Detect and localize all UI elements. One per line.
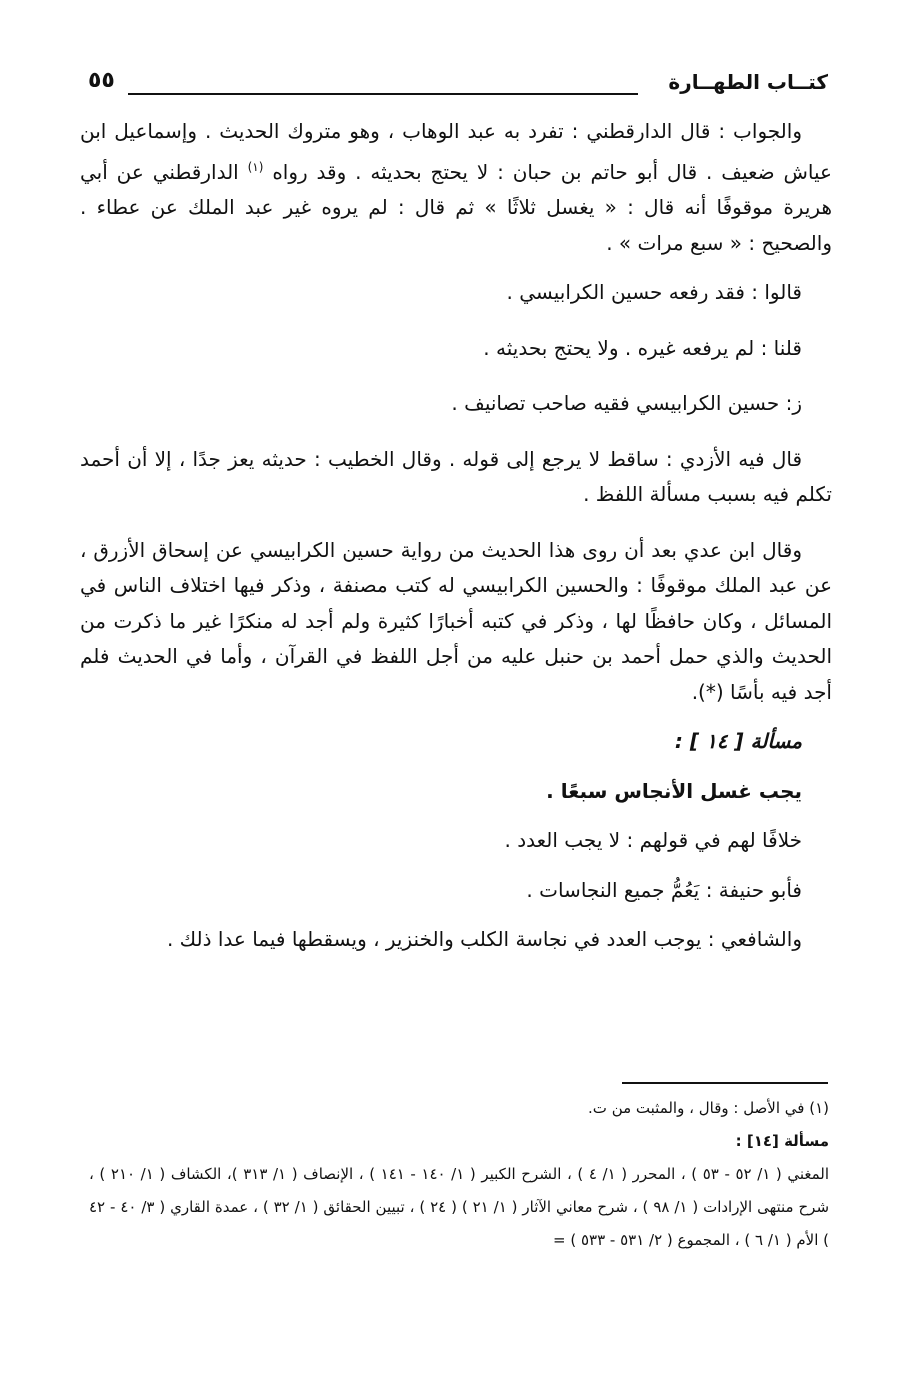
- paragraph-zai: ز: حسين الكرابيسي فقيه صاحب تصانيف .: [451, 391, 802, 415]
- footnote-1: (١) في الأصل : وقال ، والمثبت من ت.: [588, 1099, 829, 1117]
- paragraph-text: والجواب : قال الدارقطني : تفرد به عبد الوهاب ، وهو متروك الحديث . وإسماعيل ابن عياش ضعيف . قال أبو حاتم بن حبان : لا يحتج بحديثه . وقد رواه: [80, 119, 832, 184]
- paragraph-answer: [80, 114, 832, 261]
- chapter-title: كتــاب الطهــارة: [668, 70, 828, 94]
- main-text: [80, 114, 832, 958]
- paragraph-ibn-adi: وقال ابن عدي بعد أن روى هذا الحديث من رواية حسين الكرابيسي عن إسحاق الأزرق ، عن عبد الملك موقوفًا : والحسين الكرابيسي له كتب مصنفة ، وذكر فيها اختلاف الناس في المسائل ، وكان حافظًا لها ، وذكر في كتبه أخبارًا كثيرة ولم أجد له منكرًا غير ما ذكرت من الحديث والذي حمل أحمد بن حنبل عليه من أجل اللفظ في القرآن ، وأما في الحديث فلم أجد فيه بأسًا (*).: [80, 537, 832, 704]
- paragraph-text: الدارقطني عن أبي هريرة موقوفًا أنه قال : « يغسل ثلاثًا » ثم قال : لم يروه غير عبد الملك عن عطاء . والصحيح : « سبع مرات » .: [80, 159, 832, 255]
- paragraph-azdi: قال فيه الأزدي : ساقط لا يرجع إلى قوله . وقال الخطيب : حديثه يعز جدًا ، إلا أن أحمد تكلم فيه بسبب مسألة اللفظ .: [80, 446, 832, 506]
- paragraph-qulna: قلنا : لم يرفعه غيره . ولا يحتج بحديثه .: [483, 335, 802, 360]
- paragraph-qalu: قالوا : فقد رفعه حسين الكرابيسي .: [506, 280, 802, 304]
- page-number: ٥٥: [88, 68, 115, 93]
- paragraph-abu-hanifa: فأبو حنيفة : يَعُمُّ جميع النجاسات .: [526, 877, 802, 902]
- footnote-rule: [622, 1082, 828, 1084]
- header-rule: [128, 93, 638, 95]
- issue-heading: مسألة [ ١٤ ] :: [674, 729, 802, 753]
- paragraph-shafii: والشافعي : يوجب العدد في نجاسة الكلب والخنزير ، ويسقطها فيما عدا ذلك .: [166, 927, 802, 951]
- paragraph-ruling: يجب غسل الأنجاس سبعًا .: [546, 778, 802, 803]
- paragraph-khilaf: خلافًا لهم في قولهم : لا يجب العدد .: [504, 828, 802, 852]
- running-header: [88, 66, 828, 106]
- footnotes: [89, 1092, 829, 1257]
- footnote-issue-label: مسألة [١٤] :: [735, 1132, 829, 1150]
- footnote-references: المغني ( ١/ ٥٢ - ٥٣ ) ، المحرر ( ١/ ٤ ) ، الشرح الكبير ( ١/ ١٤٠ - ١٤١ ) ، الإنصاف ( ١/ ٣١٣ )، الكشاف ( ١/ ٢١٠ ) ، شرح منتهى الإرادات ( ١/ ٩٨ ) ، شرح معاني الآثار ( ١/ ٢١ ) ( ٢٤ ) ، تبيين الحقائق ( ١/ ٣٢ ) ، عمدة القاري ( ٣/ ٤٠ - ٤٢ ) الأم ( ١/ ٦ ) ، المجموع ( ٢/ ٥٣١ - ٥٣٣ ) =: [89, 1165, 830, 1249]
- footnote-marker: (١): [247, 159, 264, 174]
